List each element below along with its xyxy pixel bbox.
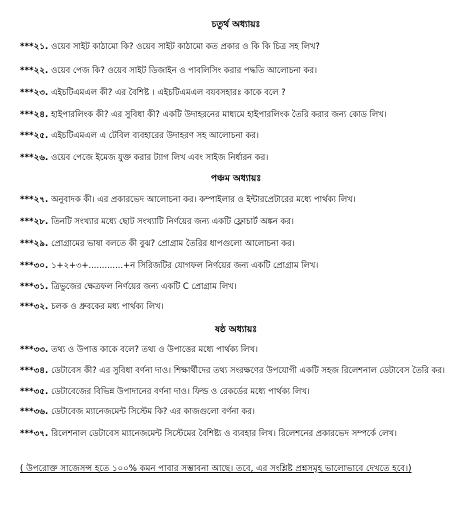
question-text: ওয়েব পেজ কি? ওয়েব সাইট ডিজাইন ও পাবলিসিং করার পদ্ধতি আলোচনা কর। (51, 65, 317, 75)
question-marker: ***৩৪. (20, 365, 49, 375)
question-text: তথ্য ও উপাত্ত কাকে বলে? তথ্য ও উপাত্তের মধ্যে পার্থক্য লিখ। (51, 344, 258, 354)
question-text: ওয়েব পেজে ইমেজ যুক্ত করার ট্যাগ লিখ এবং সাইজ নির্ধারন কর। (51, 152, 269, 162)
footer-note: ( উপরোক্ত সাজেসন্স হতে ১০০% কমন পাবার সম্ভাবনা আছে। তবে, এর সংশ্লিষ্ট প্রশ্নসমূহ ভালোভাবে দেখতে হবে।) (20, 464, 412, 474)
question-text: এইচটিএমএল কী? এর বৈশিষ্ট । এইচটিএমএল বযবসহারঃ কাকে বলে ? (51, 87, 286, 97)
question-26 (20, 151, 466, 165)
question-21 (20, 40, 466, 54)
question-marker: ***২৭. (20, 194, 49, 204)
question-text: ডেটাবেজ ম্যানেজমেন্ট সিস্টেম কি? এর কাজগুলো বর্ণনা কর। (51, 406, 255, 416)
question-marker: ***৩৭. (20, 428, 49, 438)
question-marker: ***২৬. (20, 152, 49, 162)
question-marker: ***২২. (20, 65, 49, 75)
question-marker: ***২১. (20, 41, 49, 51)
question-23 (20, 86, 466, 100)
question-25 (20, 129, 466, 143)
question-marker: ***৩০. (20, 260, 49, 270)
chapter-4-heading: চতুর্থ অধ্যায়ঃ (211, 20, 261, 30)
question-text: ডেটাবেজের বিভিন্ন উপাদানের বর্ণনা দাও। ফিল্ড ও রেকর্ডের মধ্যে পার্থক্য লিখ। (51, 386, 310, 396)
question-marker: ***২৩. (20, 87, 49, 97)
question-22 (20, 64, 466, 78)
question-33 (20, 343, 466, 357)
question-30 (20, 259, 466, 273)
question-marker: ***২৮. (20, 216, 49, 226)
question-text: এইচটিএমএল এ টেবিল ব্যবহারের উদাহরণ সহ আলোচনা কর। (51, 130, 259, 140)
chapter-6-heading: ষষ্ঠ অধ্যায়ঃ (214, 325, 258, 335)
question-34 (20, 364, 466, 378)
question-marker: ***২৫. (20, 130, 49, 140)
question-text: চলক ও ধ্রুবকের মধ্য পার্থক্য লিখ। (51, 301, 164, 311)
question-36 (20, 405, 466, 419)
chapter-5-heading: পঞ্চম অধ্যায়ঃ (210, 174, 262, 184)
question-marker: ***৩২. (20, 301, 49, 311)
question-24 (20, 108, 466, 122)
question-text: ডেটাবেস কী? এর সুবিধা বর্ণনা দাও। শিক্ষার্থীদের তথ্য সংরক্ষণের উপযোগী একটি সহজ রিলেশনাল ডেটাবেস তৈরি কর। (51, 365, 445, 375)
question-text: ত্রিভুজের ক্ষেত্রফল নির্ণয়ের জন্য একটি C প্রোগ্রাম লিখ। (51, 281, 237, 291)
question-28 (20, 215, 466, 229)
question-marker: ***২৪. (20, 109, 49, 119)
question-31 (20, 280, 466, 294)
question-marker: ***৩৩. (20, 344, 49, 354)
question-29 (20, 237, 466, 251)
question-32 (20, 300, 466, 314)
question-text: ওয়েব সাইট কাঠামো কি? ওয়েব সাইট কাঠামো কত প্রকার ও কি কি চিত্র সহ লিখ? (51, 41, 320, 51)
question-37 (20, 427, 466, 441)
question-27 (20, 193, 466, 207)
question-text: ১+২+৩+.............+ন সিরিজটির যোগফল নির্ণয়ের জন্য একটি প্রোগ্রাম লিখ। (51, 260, 319, 270)
question-marker: ***৩৬. (20, 406, 49, 416)
question-marker: ***২৯. (20, 238, 49, 248)
question-marker: ***৩১. (20, 281, 49, 291)
question-text: প্রোগ্রামের ভাষা বলতে কী বুঝ? প্রোগ্রাম তৈরির ধাপগুলো আলোচনা কর। (51, 238, 295, 248)
question-text: তিনটি সংখ্যার মধ্যে ছোট সংখ্যাটি নির্ণয়ের জন্য একটি ফ্লোচার্ট অঙ্কন কর। (51, 216, 294, 226)
question-text: রিলেশনাল ডেটাবেস ম্যানেজমেন্ট সিস্টেমের বৈশিষ্ট্য ও ব্যবহার লিখ। রিলেশনের প্রকারভেদ সম্পর্কে লেখ। (51, 428, 397, 438)
question-text: হাইপারলিংক কী? এর সুবিধা কী? একটি উদাহরনের মাধ্যমে হাইপারলিংক তৈরি করার জন্য কোড লিখ। (51, 109, 387, 119)
question-text: অনুবাদক কী। এর প্রকারভেদ আলোচনা কর। কম্পাইলার ও ইন্টারপ্রেটারের মধ্যে পার্থক্য লিখ। (51, 194, 356, 204)
question-35 (20, 385, 466, 399)
question-marker: ***৩৫. (20, 386, 49, 396)
